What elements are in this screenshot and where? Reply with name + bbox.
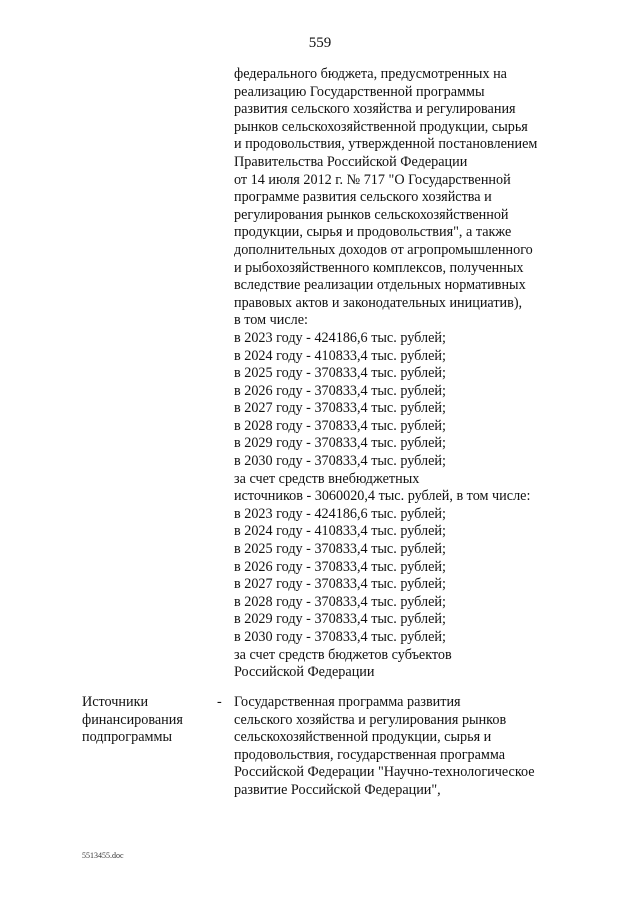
text-line: в том числе: <box>234 312 308 329</box>
year-amount-line: в 2025 году - 370833,4 тыс. рублей; <box>234 365 446 382</box>
text-line: от 14 июля 2012 г. № 717 "О Государственной <box>234 171 511 188</box>
text-line: регулирования рынков сельскохозяйственной <box>234 206 509 223</box>
text-line: продукции, сырья и продовольствия", а также <box>234 224 512 241</box>
text-line: федерального бюджета, предусмотренных на <box>234 66 507 82</box>
year-amount-line: в 2023 году - 424186,6 тыс. рублей; <box>234 505 446 522</box>
value-line: Государственная программа развития <box>234 694 461 710</box>
text-line: за счет средств бюджетов субъектов <box>234 646 452 663</box>
sources-value <box>234 694 614 800</box>
text-line: и рыбохозяйственного комплексов, полученных <box>234 259 524 276</box>
value-line: развитие Российской Федерации", <box>234 781 441 798</box>
year-amount-line: в 2026 году - 370833,4 тыс. рублей; <box>234 558 446 575</box>
document-file-code: 5513455.doc <box>82 851 124 860</box>
value-line: сельскохозяйственной продукции, сырья и <box>234 729 492 746</box>
year-amount-line: в 2027 году - 370833,4 тыс. рублей; <box>234 400 446 417</box>
text-line: правовых актов и законодательных инициатив), <box>234 294 523 311</box>
text-line: источников - 3060020,4 тыс. рублей, в том числе: <box>234 488 531 505</box>
year-amount-line: в 2023 году - 424186,6 тыс. рублей; <box>234 329 446 346</box>
year-amount-line: в 2027 году - 370833,4 тыс. рублей; <box>234 576 446 593</box>
text-line: развития сельского хозяйства и регулирования <box>234 101 516 118</box>
year-amount-line: в 2025 году - 370833,4 тыс. рублей; <box>234 541 446 558</box>
text-line: и продовольствия, утвержденной постановлением <box>234 136 538 153</box>
funding-text-block <box>234 66 614 682</box>
label-line: Источники <box>82 694 149 710</box>
year-amount-line: в 2030 году - 370833,4 тыс. рублей; <box>234 453 446 470</box>
value-line: Российской Федерации "Научно-технологическое <box>234 764 535 781</box>
year-amount-line: в 2024 году - 410833,4 тыс. рублей; <box>234 523 446 540</box>
text-line: вследствие реализации отдельных нормативных <box>234 277 526 294</box>
value-line: сельского хозяйства и регулирования рынков <box>234 711 507 728</box>
year-amount-line: в 2028 году - 370833,4 тыс. рублей; <box>234 593 446 610</box>
text-line: за счет средств внебюджетных <box>234 470 420 487</box>
year-amount-line: в 2024 году - 410833,4 тыс. рублей; <box>234 347 446 364</box>
text-line: реализацию Государственной программы <box>234 83 485 100</box>
year-amount-line: в 2029 году - 370833,4 тыс. рублей; <box>234 435 446 452</box>
year-amount-line: в 2029 году - 370833,4 тыс. рублей; <box>234 611 446 628</box>
text-line: Российской Федерации <box>234 664 375 681</box>
text-line: дополнительных доходов от агропромышленного <box>234 241 533 258</box>
year-amount-line: в 2030 году - 370833,4 тыс. рублей; <box>234 629 446 645</box>
separator-dash: - <box>217 694 222 710</box>
text-line: Правительства Российской Федерации <box>234 153 468 170</box>
label-line: подпрограммы <box>82 729 172 746</box>
page-number: 559 <box>308 35 332 51</box>
sources-label <box>82 694 212 747</box>
text-line: рынков сельскохозяйственной продукции, сырья <box>234 118 528 135</box>
year-amount-line: в 2028 году - 370833,4 тыс. рублей; <box>234 417 446 434</box>
label-line: финансирования <box>82 711 183 728</box>
text-line: программе развития сельского хозяйства и <box>234 189 492 206</box>
value-line: продовольствия, государственная программа <box>234 746 506 763</box>
year-amount-line: в 2026 году - 370833,4 тыс. рублей; <box>234 382 446 399</box>
